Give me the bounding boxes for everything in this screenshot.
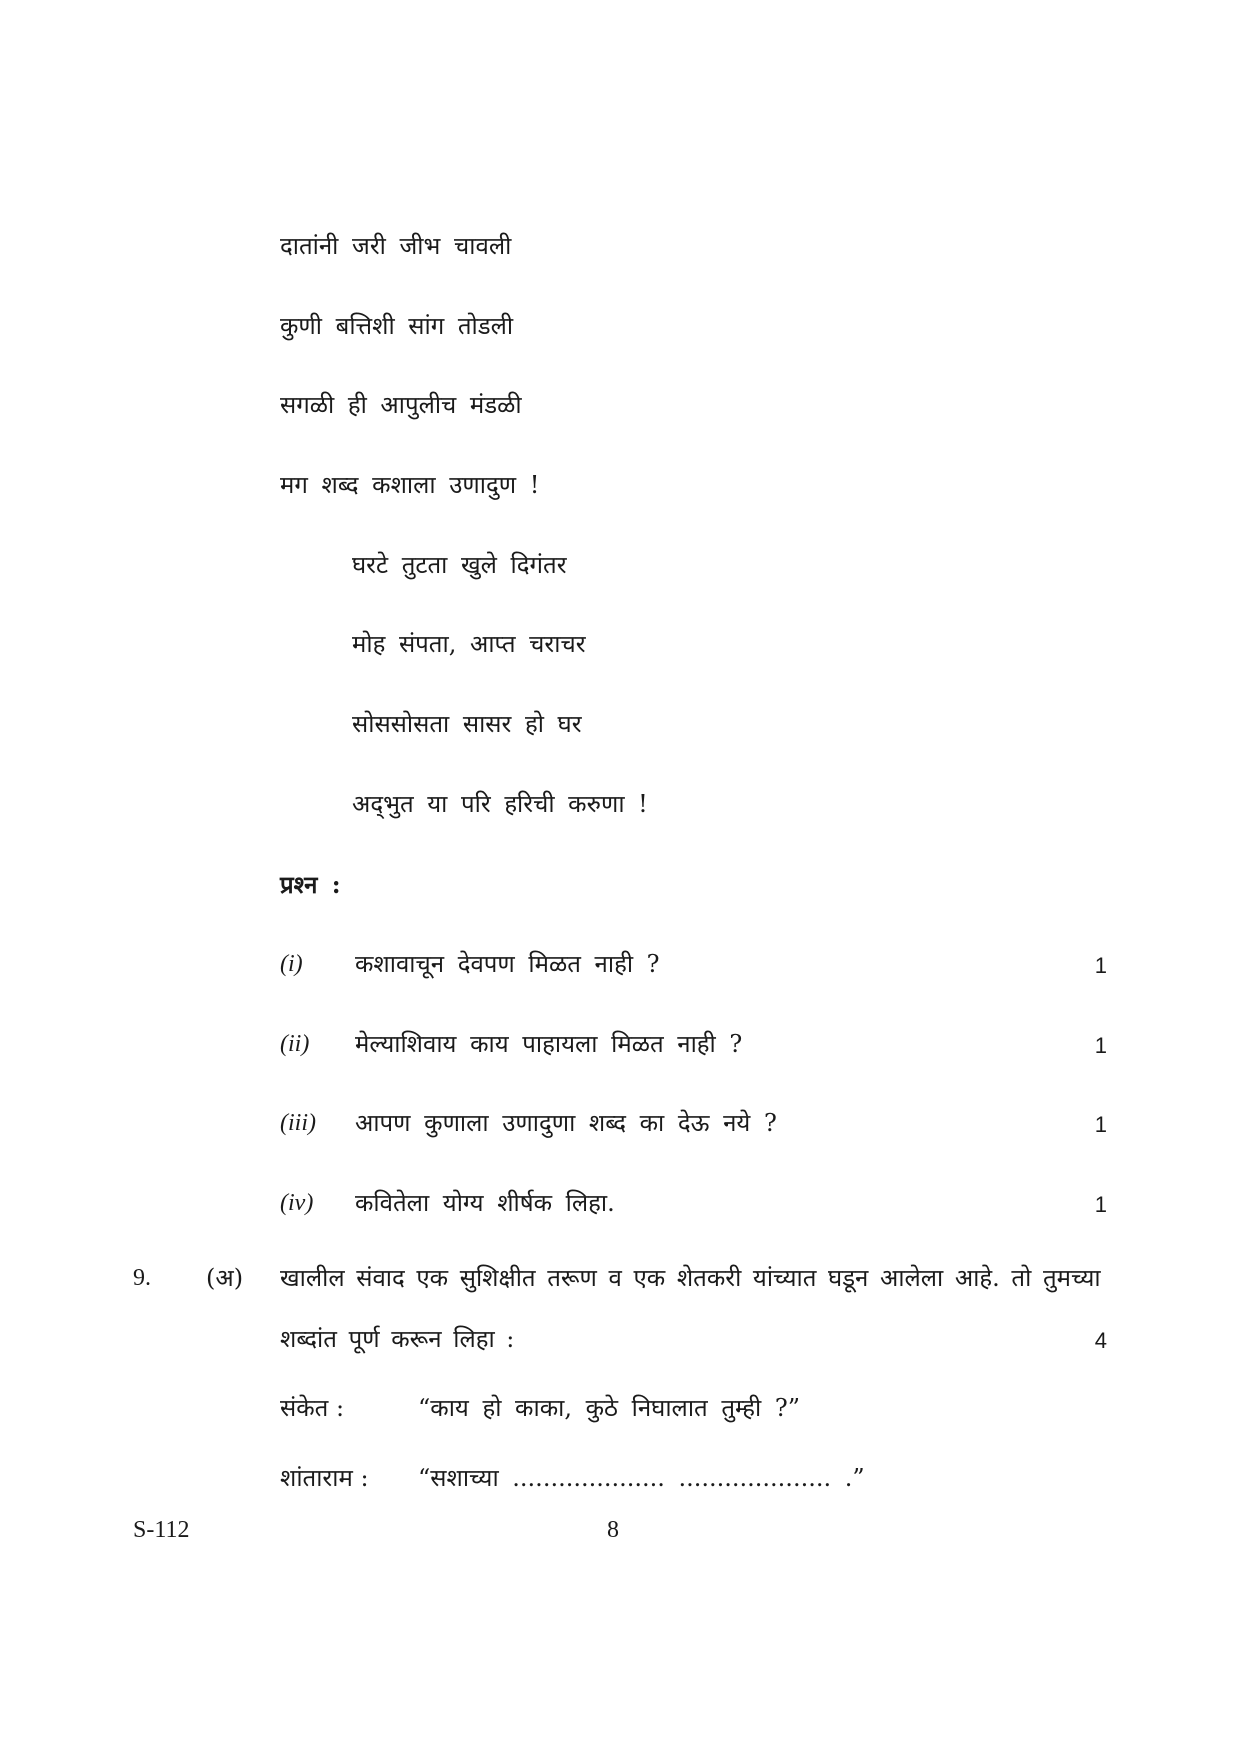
question-text: कवितेला योग्य शीर्षक लिहा. [355, 1189, 615, 1217]
dialogue-line: “सशाच्या .................... .................... .” [418, 1464, 865, 1492]
poem-line: दातांनी जरी जीभ चावली [280, 232, 512, 260]
dialogue-speaker: शांताराम : [280, 1464, 369, 1492]
question-9-marks: 4 [1094, 1328, 1107, 1353]
paper-code: S-112 [133, 1517, 190, 1543]
question-marks: 1 [1094, 1112, 1107, 1137]
question-marks: 1 [1094, 1033, 1107, 1058]
question-text: मेल्याशिवाय काय पाहायला मिळत नाही ? [355, 1030, 743, 1058]
poem-line: मोह संपता, आप्त चराचर [352, 630, 586, 658]
poem-line: सोससोसता सासर हो घर [352, 710, 582, 738]
question-text: आपण कुणाला उणादुणा शब्द का देऊ नये ? [355, 1109, 777, 1137]
dialogue-speaker: संकेत : [280, 1394, 345, 1422]
poem-line: कुणी बत्तिशी सांग तोडली [280, 312, 514, 340]
poem-line: मग शब्द कशाला उणादुण ! [280, 471, 540, 499]
question-9-number: 9. [133, 1265, 151, 1291]
question-9-text-line2: शब्दांत पूर्ण करून लिहा : [280, 1325, 515, 1353]
question-number: (i) [280, 951, 303, 977]
question-text: कशावाचून देवपण मिळत नाही ? [355, 950, 660, 978]
page-number: 8 [607, 1517, 619, 1543]
poem-line: सगळी ही आपुलीच मंडळी [280, 391, 522, 419]
question-number: (iii) [280, 1110, 316, 1136]
dialogue-line: “काय हो काका, कुठे निघालात तुम्ही ?” [418, 1394, 800, 1422]
question-9-text-line1: खालील संवाद एक सुशिक्षीत तरूण व एक शेतकरी यांच्यात घडून आलेला आहे. तो तुमच्या [280, 1264, 1101, 1292]
question-number: (iv) [280, 1190, 314, 1216]
question-marks: 1 [1094, 953, 1107, 978]
question-marks: 1 [1094, 1192, 1107, 1217]
questions-heading: प्रश्‍न : [280, 870, 341, 899]
poem-line: अद्‌भुत या परि हरिची करुणा ! [352, 790, 648, 818]
poem-line: घरटे तुटता खुले दिगंतर [352, 551, 567, 579]
question-9-subpart: (अ) [206, 1264, 244, 1292]
question-number: (ii) [280, 1031, 310, 1057]
